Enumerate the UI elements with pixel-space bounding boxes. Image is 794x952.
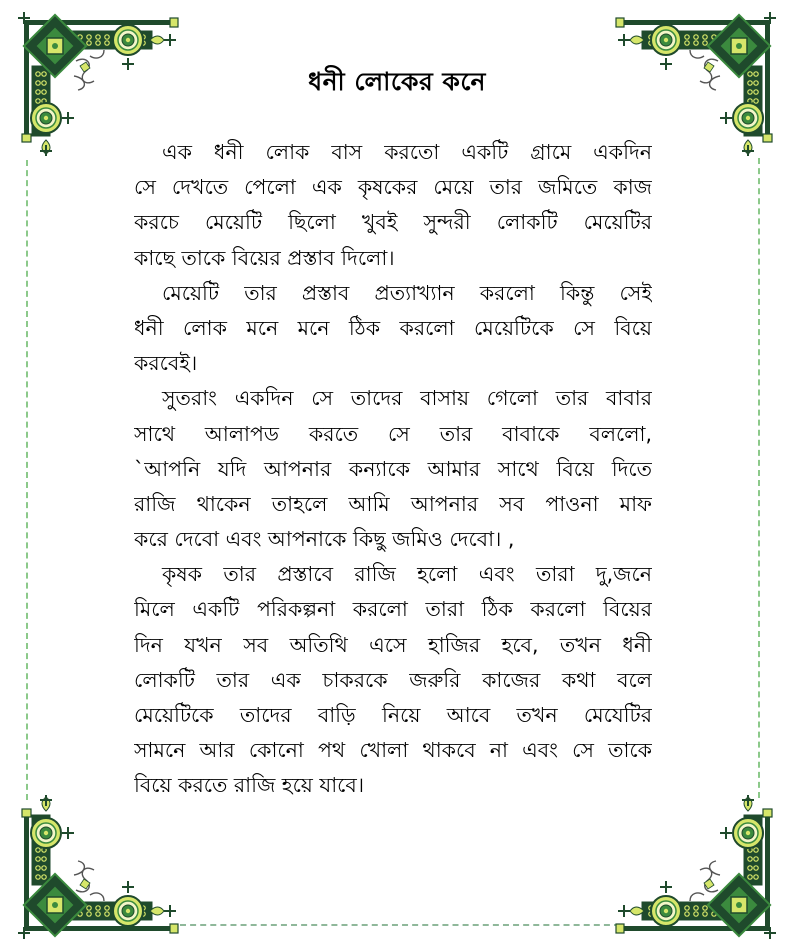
ornament-corner-bottom-right-icon <box>604 795 784 945</box>
story-line: কাছে তাকে বিয়ের প্রস্তাব দিলো। <box>134 245 395 270</box>
frame-left-dashed-line <box>26 160 28 800</box>
story-line: লোকটি তার এক চাকরকে জরুরি কাজের কথা বলে <box>134 667 652 692</box>
frame-bottom-dashed-line <box>180 924 620 926</box>
story-line: `আপনি যদি আপনার কন্যাকে আমার সাথে বিয়ে দিতে <box>134 456 652 481</box>
story-line: সামনে আর কোনো পথ খোলা থাকবে না এবং সে তাকে <box>134 738 652 763</box>
story-line: দিন যখন সব অতিথি এসে হাজির হবে, তখন ধনী <box>134 632 652 657</box>
story-line: মিলে একটি পরিকল্পনা করলো তারা ঠিক করলো বিয়ের <box>134 597 652 622</box>
story-line: ধনী লোক মনে মনে ঠিক করলো মেয়েটিকে সে বিয়ে <box>134 315 652 340</box>
story-line: সাথে আলাপড করতে সে তার বাবাকে বললো, <box>134 421 652 446</box>
story-line: রাজি থাকেন তাহলে আমি আপনার সব পাওনা মাফ <box>134 491 652 516</box>
story-line: এক ধনী লোক বাস করতো একটি গ্রামে একদিন <box>162 140 652 164</box>
story-line: কৃষক তার প্রস্তাবে রাজি হলো এবং তারা দু,জনে <box>162 562 652 587</box>
story-line: মেয়েটি তার প্রস্তাব প্রত্যাখ্যান করলো কিন্তু সেই <box>162 280 652 305</box>
story-line: করবেই। <box>134 351 198 376</box>
story-line: মেয়েটিকে তাদের বাড়ি নিয়ে আবে তখন মেযেটির <box>134 703 652 727</box>
story-line: সুতরাং একদিন সে তাদের বাসায় গেলো তার বাবার <box>162 386 652 411</box>
story-line: করচে মেয়েটি ছিলো খুবই সুন্দরী লোকটি মেয়েটির <box>134 210 652 235</box>
story-body <box>134 135 652 804</box>
story-line: সে দেখতে পেলো এক কৃষকের মেয়ে তার জমিতে কাজ <box>134 175 652 200</box>
story-title: ধনী লোকের কনে <box>308 67 486 96</box>
story-line: বিয়ে করতে রাজি হয়ে যাবে। <box>134 773 365 798</box>
frame-right-dashed-line <box>758 158 760 798</box>
ornament-corner-bottom-left-icon <box>10 795 190 945</box>
story-line: করে দেবো এবং আপনাকে কিছু জমিও দেবো। , <box>134 527 515 552</box>
